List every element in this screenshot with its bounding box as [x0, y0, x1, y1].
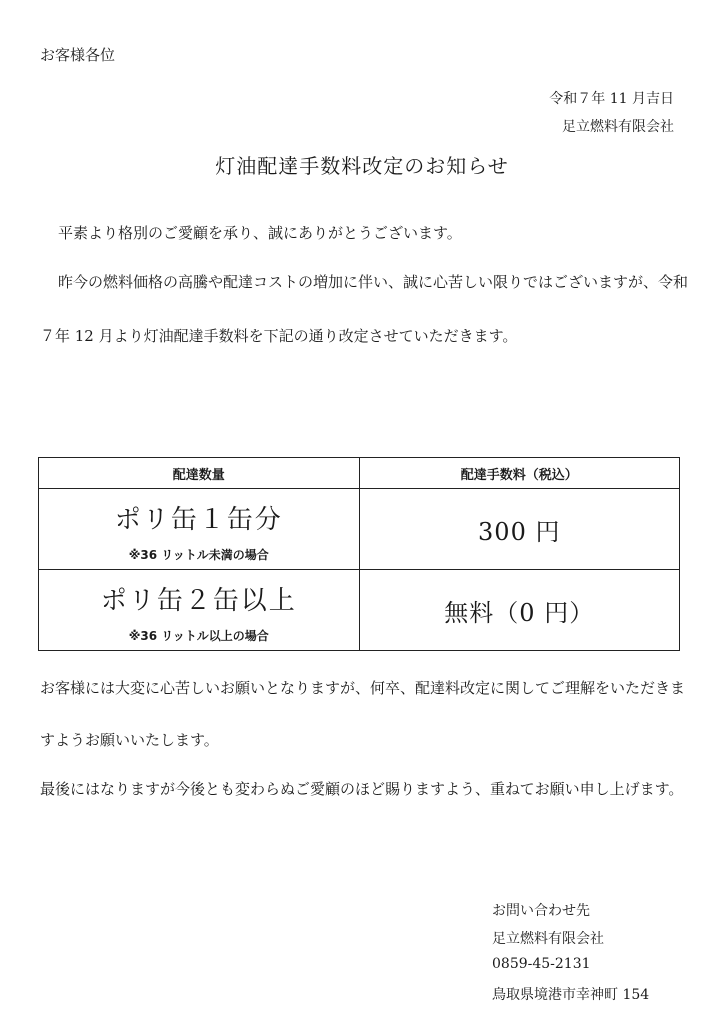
request-paragraph: お客様には大変に心苦しいお願いとなりますが、何卒、配達料改定に関してご理解をいただきますようお願いいたします。 — [40, 679, 686, 749]
contact-company: 足立燃料有限会社 — [492, 931, 604, 947]
issue-date: 令和７年 11 月吉日 — [549, 91, 674, 107]
quantity-cell — [39, 570, 360, 651]
quantity-label: ポリ缶１缶分 — [114, 505, 283, 535]
sender-company: 足立燃料有限会社 — [562, 119, 674, 135]
document-title: 灯油配達手数料改定のお知らせ — [215, 154, 509, 178]
greeting-paragraph: 平素より格別のご愛顧を承り、誠にありがとうございます。 — [58, 224, 462, 242]
addressee: お客様各位 — [40, 46, 116, 64]
fee-cell: 300 円 — [359, 489, 680, 570]
fee-cell: 無料（0 円） — [359, 570, 680, 651]
header-fee: 配達手数料（税込） — [359, 458, 680, 489]
header-quantity: 配達数量 — [39, 458, 360, 489]
fee-table-header-row — [39, 458, 680, 489]
quantity-cell — [39, 489, 360, 570]
contact-phone: 0859-45-2131 — [492, 956, 591, 972]
quantity-label: ポリ缶２缶以上 — [100, 586, 297, 616]
announcement-paragraph: 昨今の燃料価格の高騰や配達コストの増加に伴い、誠に心苦しい限りではございますが、令和７年 12 月より灯油配達手数料を下記の通り改定させていただきます。 — [40, 273, 689, 345]
closing-paragraph: 最後にはなりますが今後とも変わらぬご愛顧のほど賜りますよう、重ねてお願い申し上げます。 — [40, 780, 684, 798]
table-row — [39, 489, 680, 570]
contact-address: 鳥取県境港市幸神町 154 — [492, 987, 650, 1003]
table-row — [39, 570, 680, 651]
contact-label: お問い合わせ先 — [492, 903, 590, 919]
fee-table — [38, 457, 680, 651]
quantity-note: ※36 リットル未満の場合 — [128, 548, 269, 562]
quantity-note: ※36 リットル以上の場合 — [128, 629, 269, 643]
